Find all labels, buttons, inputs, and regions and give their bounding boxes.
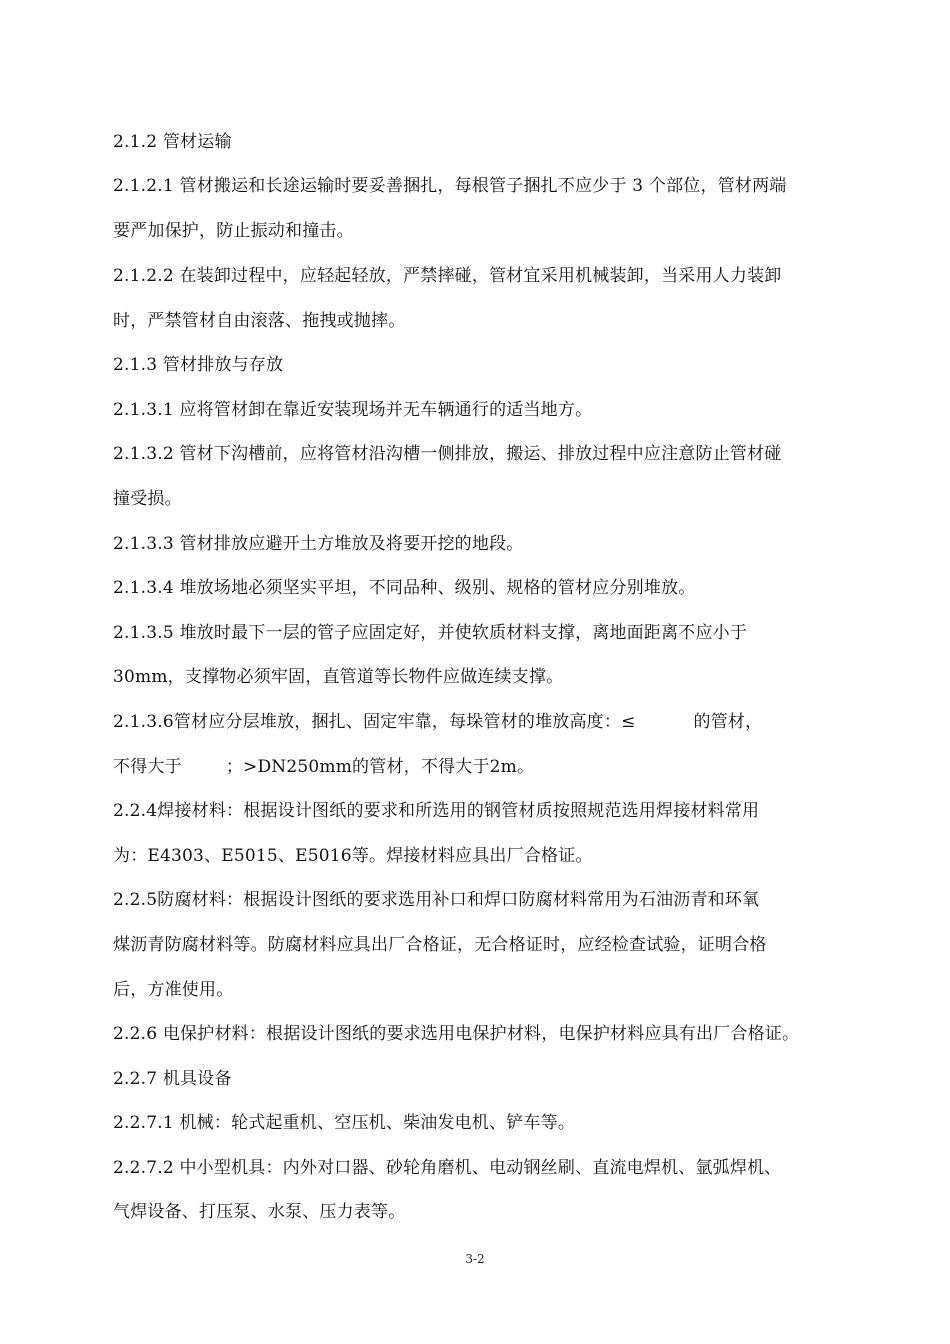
paragraph-line: 要严加保护，防止振动和撞击。: [113, 221, 354, 241]
paragraph-line: 煤沥青防腐材料等。防腐材料应具出厂合格证，无合格证时，应经检查试验，证明合格: [113, 935, 767, 955]
paragraph-line: 2.2.5防腐材料：根据设计图纸的要求选用补口和焊口防腐材料常用为石油沥青和环氧: [113, 890, 760, 910]
page-number: 3-2: [465, 1252, 485, 1266]
paragraph-line: 时，严禁管材自由滚落、拖拽或抛摔。: [113, 311, 406, 331]
paragraph-line: 2.1.3.5 堆放时最下一层的管子应固定好，并使软质材料支撑，离地面距离不应小于: [113, 623, 748, 643]
stacking-height-line-2: [113, 756, 843, 778]
section-heading-2-1-2: 2.1.2 管材运输: [113, 132, 232, 152]
paragraph-line: 2.2.7.2 中小型机具：内外对口器、砂轮角磨机、电动钢丝刷、直流电焊机、氩弧焊机、: [113, 1158, 782, 1178]
paragraph-line: 2.2.4焊接材料：根据设计图纸的要求和所选用的钢管材质按照规范选用焊接材料常用: [113, 801, 760, 821]
paragraph-line: 后，方准使用。: [113, 980, 234, 1000]
paragraph-line: 2.1.2.1 管材搬运和长途运输时要妥善捆扎，每根管子捆扎不应少于 3 个部位，管材两端: [113, 176, 787, 196]
paragraph-line: 为：E4303、E5015、E5016等。焊接材料应具出厂合格证。: [113, 846, 593, 866]
paragraph-line: 2.1.3.1 应将管材卸在靠近安装现场并无车辆通行的适当地方。: [113, 400, 593, 420]
paragraph-line: 2.1.3.4 堆放场地必须坚实平坦，不同品种、级别、规格的管材应分别堆放。: [113, 578, 696, 598]
paragraph-line: 2.1.3.3 管材排放应避开土方堆放及将要开挖的地段。: [113, 534, 524, 554]
paragraph-line: 2.2.6 电保护材料：根据设计图纸的要求选用电保护材料，电保护材料应具有出厂合格证。: [113, 1024, 800, 1044]
stacking-text-d: ；>DN250mm的管材，不得大于2m。: [225, 757, 535, 777]
stacking-text-c: 不得大于: [113, 757, 182, 777]
section-heading-2-2-7: 2.2.7 机具设备: [113, 1069, 232, 1089]
stacking-height-line-1: [113, 711, 843, 733]
stacking-text-a: 2.1.3.6管材应分层堆放，捆扎、固定牢靠，每垛管材的堆放高度：≤: [113, 712, 636, 732]
paragraph-line: 2.2.7.1 机械：轮式起重机、空压机、柴油发电机、铲车等。: [113, 1113, 576, 1133]
paragraph-line: 2.1.3.2 管材下沟槽前，应将管材沿沟槽一侧排放，搬运、排放过程中应注意防止管材碰: [113, 444, 782, 464]
paragraph-line: 撞受损。: [113, 489, 182, 509]
section-heading-2-1-3: 2.1.3 管材排放与存放: [113, 355, 284, 375]
paragraph-line: 气焊设备、打压泵、水泵、压力表等。: [113, 1202, 406, 1222]
stacking-text-b: 的管材，: [693, 712, 763, 732]
paragraph-line: 2.1.2.2 在装卸过程中，应轻起轻放，严禁摔碰，管材宜采用机械装卸，当采用人力装卸: [113, 266, 782, 286]
paragraph-line: 30mm，支撑物必须牢固，直管道等长物件应做连续支撑。: [113, 667, 564, 687]
